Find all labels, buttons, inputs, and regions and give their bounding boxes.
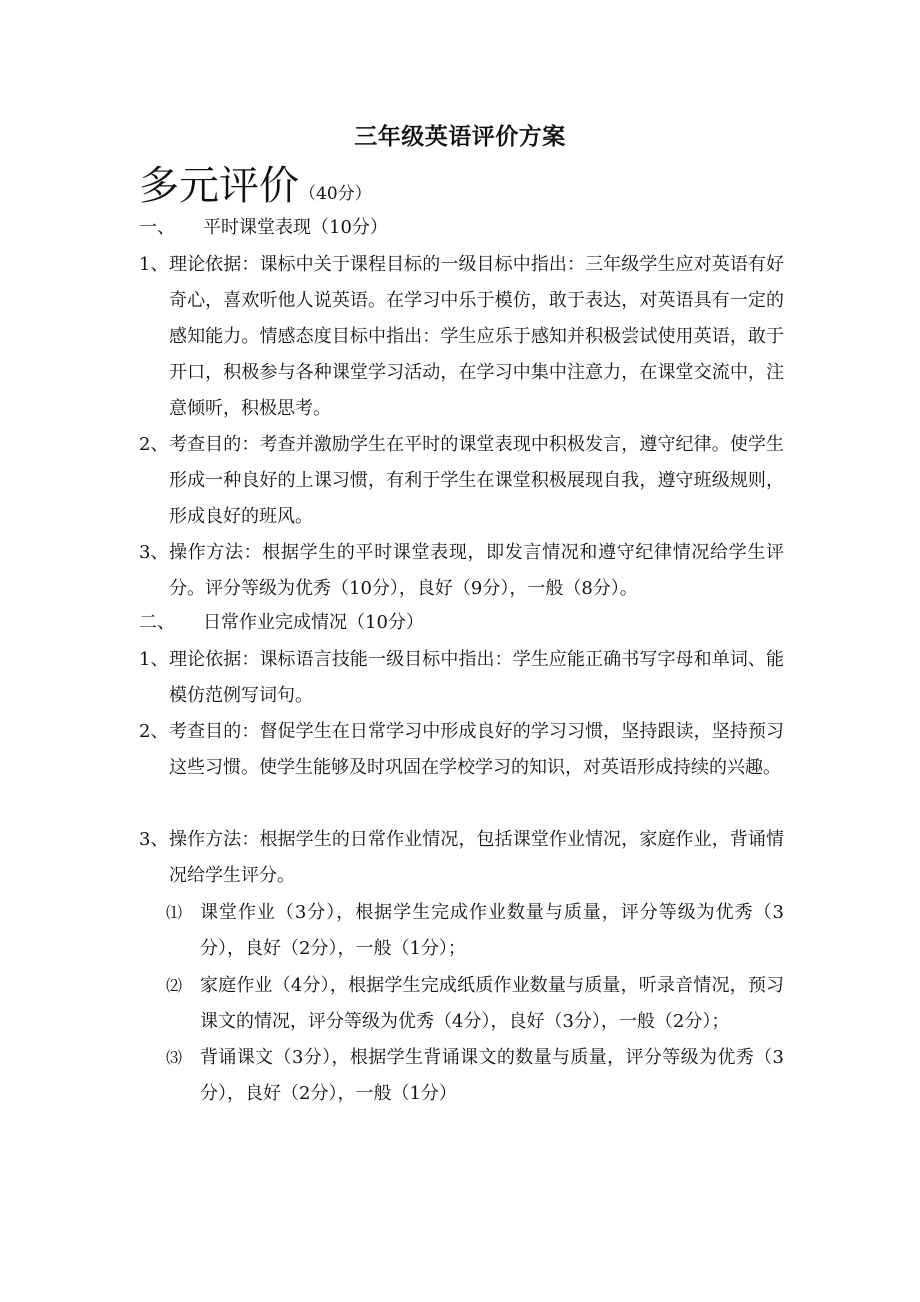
item-text: 理论依据：课标中关于课程目标的一级目标中指出：三年级学生应对英语有好奇心，喜欢听他人说英语。在学习中乐于模仿，敢于表达，对英语具有一定的感知能力。情感态度目标中指出：学生应乐于感知并积极尝试使用英语，敢于开口，积极参与各种课堂学习活动，在学习中集中注意力，在课堂交流中，注意倾听，积极思考。 — [169, 254, 784, 419]
sub-item-text: 背诵课文（3分），根据学生背诵课文的数量与质量，评分等级为优秀（3分），良好（2分），一般（1分） — [200, 1047, 784, 1104]
item-number: 1、 — [139, 649, 169, 670]
item-number: 1、 — [139, 254, 169, 275]
sub-item — [166, 895, 784, 967]
list-item — [139, 714, 784, 786]
item-text: 理论依据：课标语言技能一级目标中指出：学生应能正确书写字母和单词、能模仿范例写词句。 — [169, 649, 784, 706]
item-number: 2、 — [139, 434, 169, 455]
sub-item-number: ⑵ — [166, 976, 183, 995]
item-number: 3、 — [139, 542, 169, 563]
sub-item-number: ⑴ — [166, 903, 183, 922]
item-number: 3、 — [139, 829, 169, 850]
sub-item — [166, 1040, 784, 1112]
part-title: 日常作业完成情况（10分） — [203, 612, 424, 633]
item-text: 操作方法：根据学生的平时课堂表现，即发言情况和遵守纪律情况给学生评分。评分等级为优秀（10分），良好（9分），一般（8分）。 — [169, 542, 784, 599]
part-number: 二、 — [139, 612, 175, 633]
list-item — [139, 247, 784, 427]
part-title: 平时课堂表现（10分） — [203, 217, 388, 238]
sub-item — [166, 968, 784, 1040]
item-text: 考查目的：督促学生在日常学习中形成良好的学习习惯，坚持跟读，坚持预习这些习惯。使学生能够及时巩固在学校学习的知识，对英语形成持续的兴趣。 — [169, 721, 784, 778]
list-item — [139, 535, 784, 607]
item-number: 2、 — [139, 721, 169, 742]
list-item — [139, 427, 784, 535]
part-heading-2 — [139, 611, 424, 635]
part-number: 一、 — [139, 217, 175, 238]
item-text: 操作方法：根据学生的日常作业情况，包括课堂作业情况，家庭作业，背诵情况给学生评分。 — [169, 829, 784, 886]
list-item — [139, 642, 784, 714]
section-heading-score: （40分） — [299, 184, 372, 204]
document-title: 三年级英语评价方案 — [354, 123, 566, 150]
sub-item-number: ⑶ — [166, 1048, 183, 1067]
section-heading — [139, 160, 372, 220]
list-item — [139, 822, 784, 894]
section-heading-main: 多元评价 — [139, 163, 299, 209]
sub-item-text: 课堂作业（3分），根据学生完成作业数量与质量，评分等级为优秀（3分），良好（2分），一般（1分）； — [200, 902, 784, 959]
sub-item-text: 家庭作业（4分），根据学生完成纸质作业数量与质量，听录音情况，预习课文的情况，评分等级为优秀（4分），良好（3分），一般（2分）； — [200, 975, 784, 1032]
part-heading-1 — [139, 216, 388, 240]
item-text: 考查目的：考查并激励学生在平时的课堂表现中积极发言，遵守纪律。使学生形成一种良好的上课习惯，有利于学生在课堂积极展现自我，遵守班级规则，形成良好的班风。 — [169, 434, 784, 527]
